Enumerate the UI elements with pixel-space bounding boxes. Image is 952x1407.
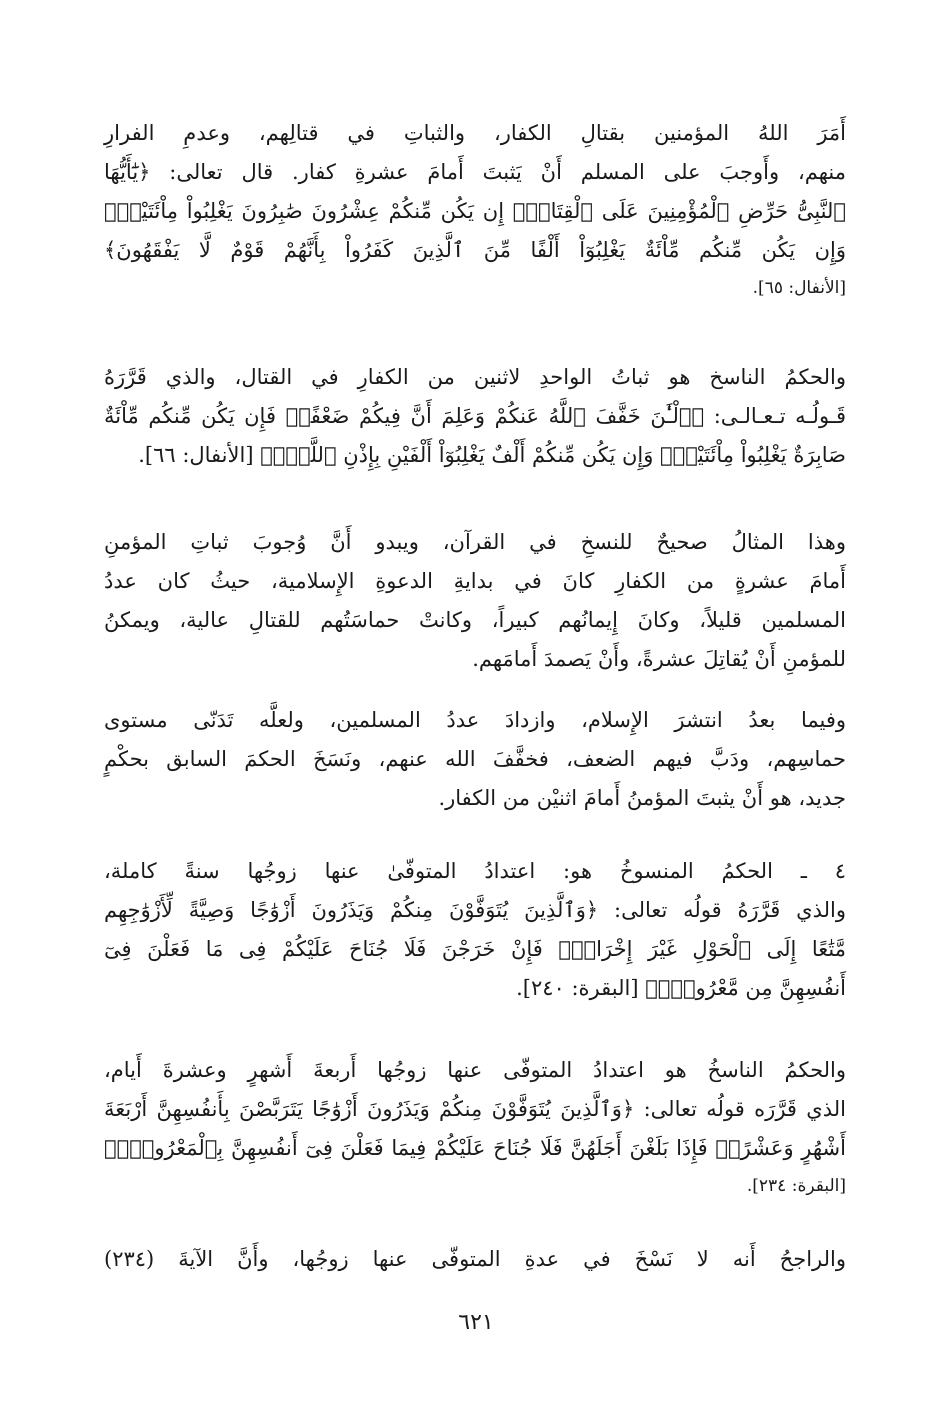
paragraph-4 <box>104 701 846 818</box>
text-line: حماسِهم، ودَبَّ فيهم الضعف، فخفَّفَ الله عنهم، ونَسَخَ الحكمَ السابق بحكْمٍ <box>104 747 846 771</box>
verse-reference: [الأنفال: ٦٥]. <box>752 278 846 298</box>
quran-verse-line: أَنفُسِهِنَّ مِن مَّعْرُوفٍۗ﴾ [البقرة: ٢٤٠]. <box>516 976 846 1000</box>
quran-verse-line: وَإِن يَكُن مِّنكُم مِّاْئَةٌ يَغْلِبُوٓاْ أَلْفًا مِّنَ ٱلَّذِينَ كَفَرُواْ بِأَنَّهُمْ قَوْمٌ لَّا يَفْقَهُونَ﴾ <box>104 238 846 262</box>
text-line: ٤ ـ الحكمُ المنسوخُ هو: اعتدادُ المتوفّىٰ عنها زوجُها سنةً كاملة، <box>104 859 846 883</box>
paragraph-7 <box>104 1240 846 1279</box>
quran-verse-line: قَـولُـه تـعـالـى: ﴿ٱلْـَٰٔنَ خَفَّفَ ٱللَّهُ عَنكُمْ وَعَلِمَ أَنَّ فِيكُمْ ضَعْفًاۚ فَإِن يَكُن مِّنكُم مِّاْئَةٌ <box>104 404 846 428</box>
text-line: وهذا المثالُ صحيحٌ للنسخِ في القرآن، ويبدو أَنَّ وُجوبَ ثباتِ المؤمنِ <box>104 530 846 554</box>
text-line: والراجحُ أَنه لا نَسْخَ في عدةِ المتوفّى عنها زوجُها، وأَنَّ الآيةَ (٢٣٤) <box>104 1247 847 1271</box>
quran-verse-line: الذي قَرَّرَه قولُه تعالى: ﴿وَٱلَّذِينَ يُتَوَفَّوْنَ مِنكُمْ وَيَذَرُونَ أَزْوَٰجًا يَتَرَبَّصْنَ بِأَنفُسِهِنَّ أَرْبَعَةَ <box>104 1097 846 1121</box>
quran-verse-line: صَابِرَةٌ يَغْلِبُواْ مِاْئَتَيْنِۚ وَإِن يَكُن مِّنكُمْ أَلْفٌ يَغْلِبُوٓاْ أَلْفَيْنِ بِإِذْنِ ٱللَّهِۗ﴾ [الأنفال: ٦٦]. <box>138 443 846 467</box>
paragraph-5 <box>104 852 846 1008</box>
text-line: جديد، هو أَنْ يثبتَ المؤمنُ أَمامَ اثنيْن من الكفار. <box>438 786 846 810</box>
quran-verse-line: والذي قَرَّرَهُ قولُه تعالى: ﴿وَٱلَّذِينَ يُتَوَفَّوْنَ مِنكُمْ وَيَذَرُونَ أَزْوَٰجًا وَصِيَّةً لِّأَزْوَٰجِهِم <box>104 898 846 922</box>
text-line: المسلمين قليلاً، وكانَ إِيمانُهم كبيراً، وكانتْ حماسَتُهم للقتالِ عالية، ويمكنُ <box>104 608 846 632</box>
text-line: للمؤمنِ أَنْ يُقاتِلَ عشرةً، وأَنْ يَصمدَ أَمامَهم. <box>472 647 846 671</box>
text-line: منهم، وأَوجبَ على المسلم أَنْ يَثبتَ أَمامَ عشرةِ كفار. قال تعالى: ﴿يَٰٓأَيُّهَا <box>104 160 846 184</box>
text-line: أَمامَ عشرةٍ من الكفارِ كانَ في بدايةِ الدعوةِ الإِسلامية، حيثُ كان عددُ <box>104 569 846 593</box>
paragraph-3 <box>104 523 846 679</box>
text-line: وفيما بعدُ انتشرَ الإِسلام، وازدادَ عددُ المسلمين، ولعلَّه تَدَنّى مستوى <box>104 708 846 732</box>
paragraph-6 <box>104 1051 846 1204</box>
paragraph-1 <box>104 114 846 306</box>
quran-verse-line: مَّتَٰعًا إِلَى ٱلْحَوْلِ غَيْرَ إِخْرَاجٍۚ فَإِنْ خَرَجْنَ فَلَا جُنَاحَ عَلَيْكُمْ فِى مَا فَعَلْنَ فِىٓ <box>104 937 846 961</box>
text-line: والحكمُ الناسخُ هو اعتدادُ المتوفّى عنها زوجُها أَربعةَ أَشهرٍ وعشرةَ أَيام، <box>104 1058 846 1082</box>
quran-verse-line: أَشْهُرٍ وَعَشْرًاۖ فَإِذَا بَلَغْنَ أَجَلَهُنَّ فَلَا جُنَاحَ عَلَيْكُمْ فِيمَا فَعَلْنَ فِىٓ أَنفُسِهِنَّ بِٱلْمَعْرُوفِۗ﴾ <box>104 1136 846 1160</box>
verse-reference: [البقرة: ٢٣٤]. <box>746 1176 846 1196</box>
page-number: ٦٢١ <box>458 1310 494 1335</box>
text-line: والحكمُ الناسخ هو ثباتُ الواحدِ لاثنين من الكفارِ في القتال، والذي قَرَّرَهُ <box>104 365 846 389</box>
text-line: أَمَرَ اللهُ المؤمنين بقتالِ الكفار، والثباتِ في قتالِهم، وعدمِ الفرارِ <box>104 121 846 145</box>
paragraph-2 <box>104 358 846 475</box>
quran-verse-line: ٱلنَّبِىُّ حَرِّضِ ٱلْمُؤْمِنِينَ عَلَى ٱلْقِتَالِۚ إِن يَكُن مِّنكُمْ عِشْرُونَ صَٰبِرُونَ يَغْلِبُواْ مِاْئَتَيْنِۚ <box>104 199 846 223</box>
